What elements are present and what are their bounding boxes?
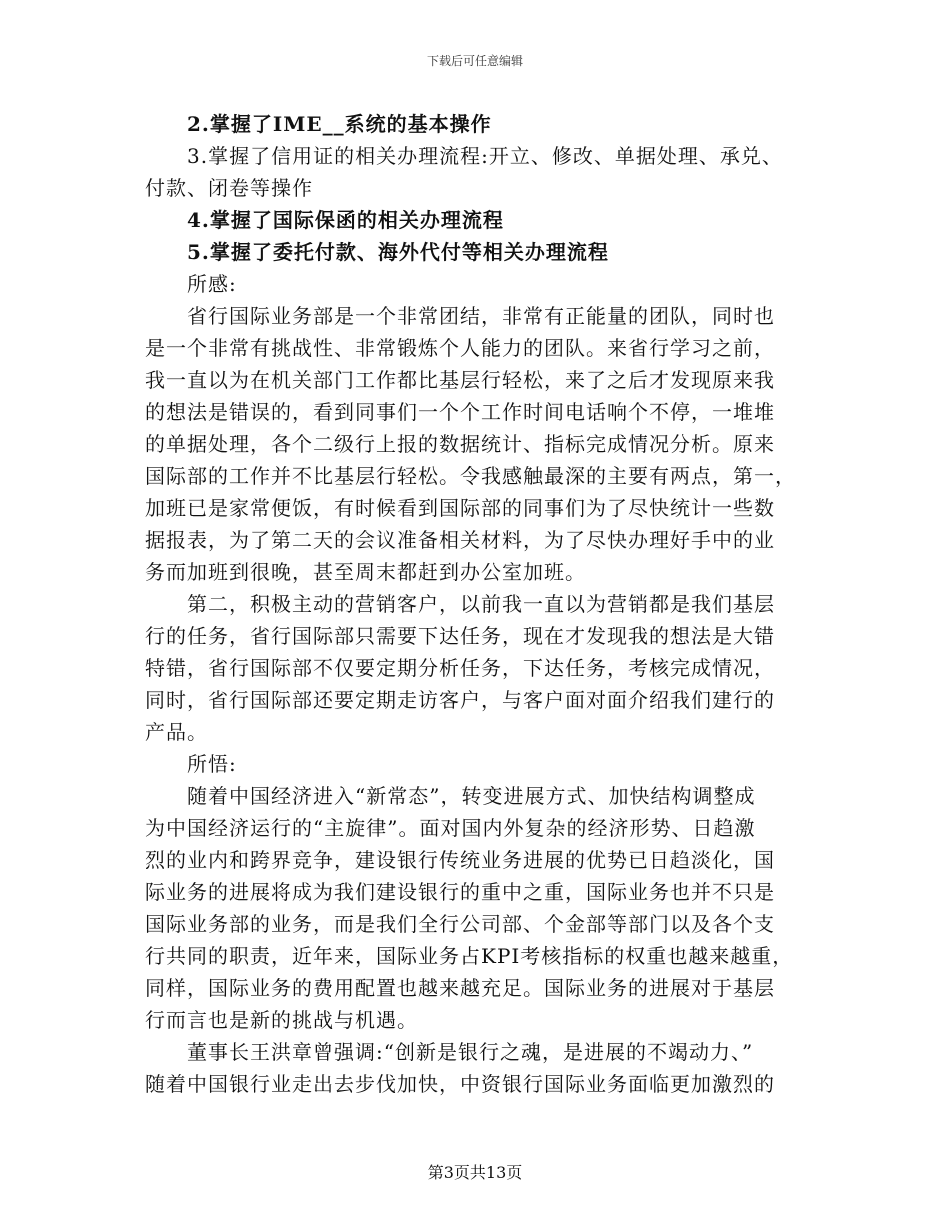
paragraph-line: 我一直以为在机关部门工作都比基层行轻松，来了之后才发现原来我 <box>145 368 775 392</box>
page-number: 第3页共13页 <box>427 1163 523 1182</box>
paragraph-line: 是一个非常有挑战性、非常锻炼个人能力的团队。来省行学习之前， <box>145 336 775 360</box>
paragraph-line: 同样，国际业务的费用配置也越来越充足。国际业务的进展对于基层 <box>145 976 775 1000</box>
paragraph-line: 行而言也是新的挑战与机遇。 <box>145 1008 418 1032</box>
paragraph-line: 同时，省行国际部还要定期走访客户，与客户面对面介绍我们建行的 <box>145 688 775 712</box>
paragraph-line: 随着中国经济进入“新常态”，转变进展方式、加快结构调整成 <box>187 784 756 808</box>
paragraph-line: 行共同的职责，近年来，国际业务占KPI考核指标的权重也越来越重， <box>145 944 794 968</box>
document-body <box>145 108 807 1100</box>
paragraph-line: 国际部的工作并不比基层行轻松。令我感触最深的主要有两点，第一， <box>145 464 796 488</box>
paragraph-line: 特错，省行国际部不仅要定期分析任务，下达任务，考核完成情况， <box>145 656 775 680</box>
paragraph-line: 随着中国银行业走出去步伐加快，中资银行国际业务面临更加激烈的 <box>145 1072 775 1096</box>
paragraph-line: 省行国际业务部是一个非常团结，非常有正能量的团队，同时也 <box>187 304 775 328</box>
paragraph-line: 2.掌握了IME__系统的基本操作 <box>187 112 492 136</box>
paragraph-line: 董事长王洪章曾强调:“创新是银行之魂，是进展的不竭动力、” <box>187 1040 754 1064</box>
paragraph-line: 产品。 <box>145 720 208 744</box>
paragraph-line: 所悟: <box>187 752 237 776</box>
paragraph-line: 4.掌握了国际保函的相关办理流程 <box>187 208 504 232</box>
paragraph-line: 的单据处理，各个二级行上报的数据统计、指标完成情况分析。原来 <box>145 432 775 456</box>
paragraph-line: 5.掌握了委托付款、海外代付等相关办理流程 <box>187 240 609 264</box>
paragraph-line: 烈的业内和跨界竞争，建设银行传统业务进展的优势已日趋淡化，国 <box>145 848 775 872</box>
paragraph-line: 所感: <box>187 272 237 296</box>
paragraph-line: 加班已是家常便饭，有时候看到国际部的同事们为了尽快统计一些数 <box>145 496 775 520</box>
paragraph-line: 的想法是错误的，看到同事们一个个工作时间电话响个不停，一堆堆 <box>145 400 775 424</box>
paragraph-line: 第二，积极主动的营销客户，以前我一直以为营销都是我们基层 <box>187 592 775 616</box>
paragraph-line: 3.掌握了信用证的相关办理流程:开立、修改、单据处理、承兑、 <box>187 144 783 168</box>
paragraph-line: 务而加班到很晚，甚至周末都赶到办公室加班。 <box>145 560 586 584</box>
page-header-note: 下载后可任意编辑 <box>426 54 523 68</box>
paragraph-line: 国际业务部的业务，而是我们全行公司部、个金部等部门以及各个支 <box>145 912 775 936</box>
paragraph-line: 行的任务，省行国际部只需要下达任务，现在才发现我的想法是大错 <box>145 624 775 648</box>
paragraph-line: 付款、闭卷等操作 <box>145 176 313 200</box>
paragraph-line: 为中国经济运行的“主旋律”。面对国内外复杂的经济形势、日趋激 <box>145 816 756 840</box>
paragraph-line: 据报表，为了第二天的会议准备相关材料，为了尽快办理好手中的业 <box>145 528 775 552</box>
paragraph-line: 际业务的进展将成为我们建设银行的重中之重，国际业务也并不只是 <box>145 880 775 904</box>
